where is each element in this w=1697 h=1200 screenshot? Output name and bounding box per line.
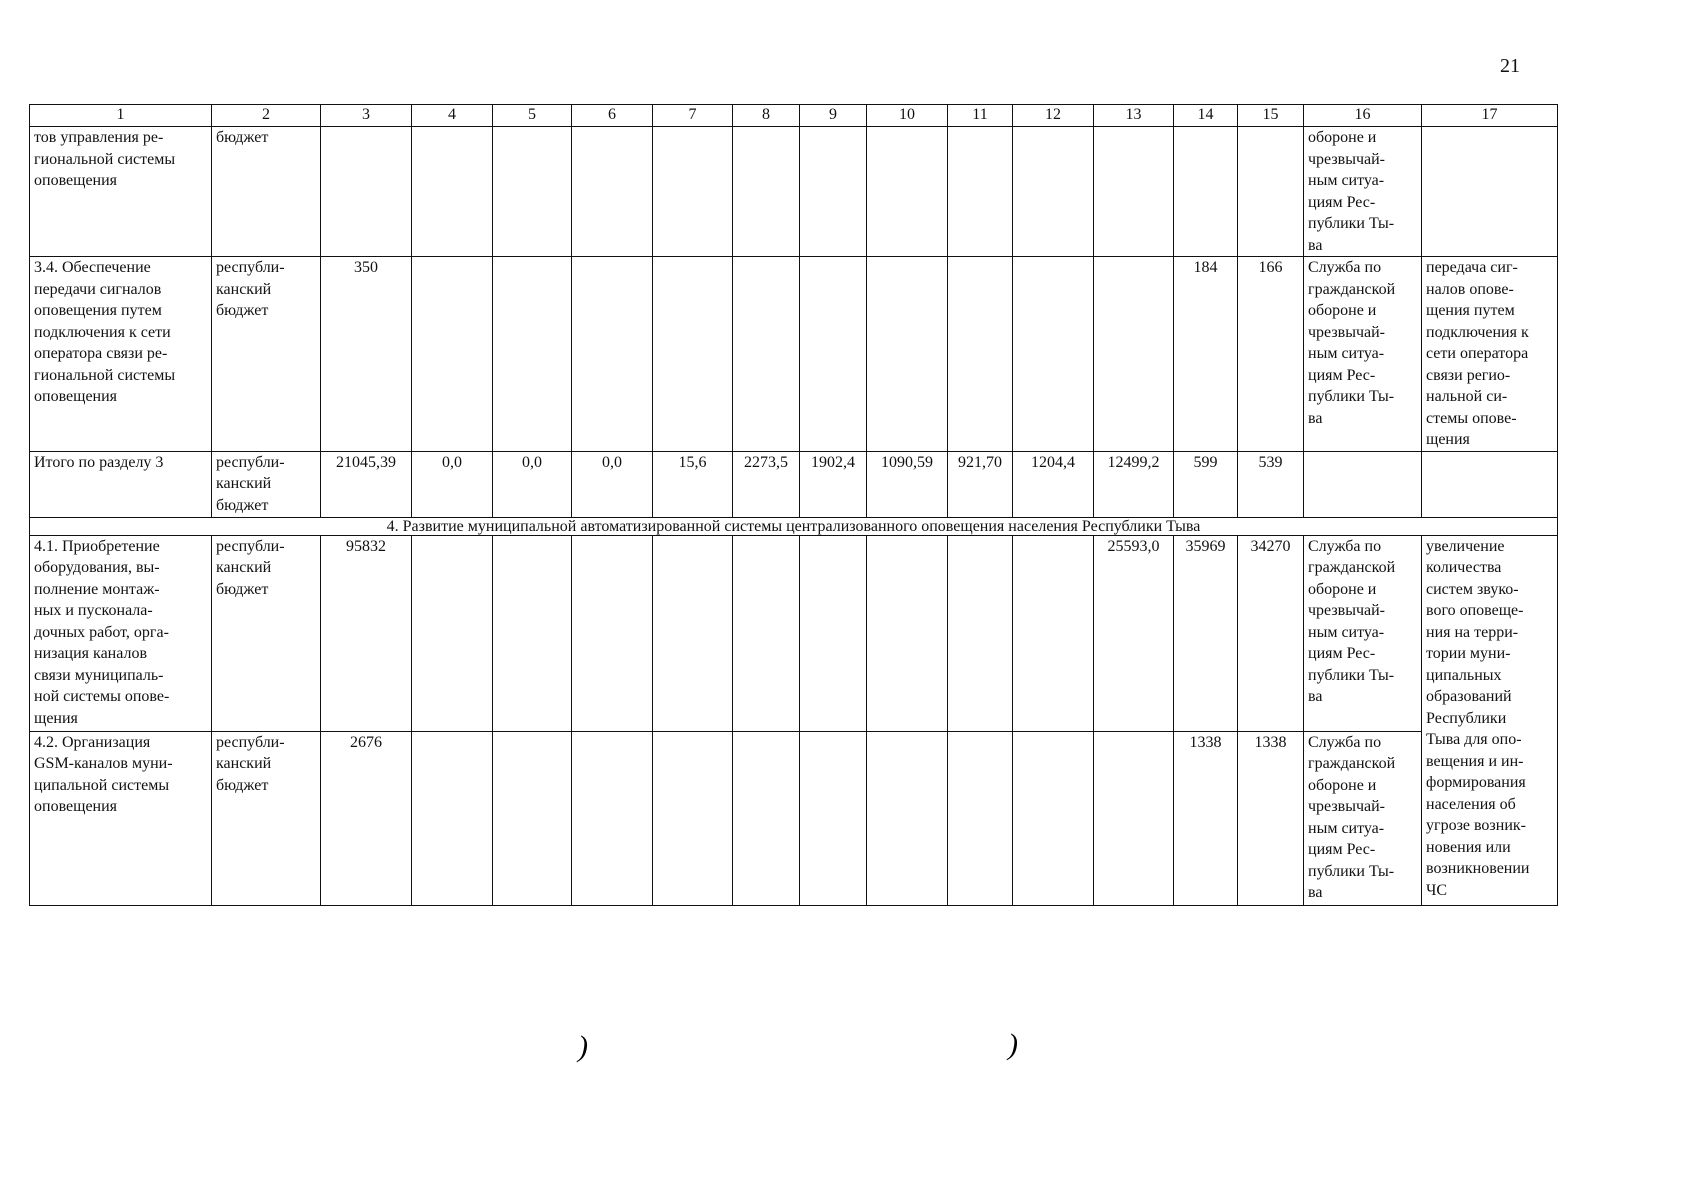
cell-year-6: 0,0 (572, 451, 653, 517)
page-number: 21 (1500, 55, 1520, 77)
cell-year-7: 15,6 (653, 451, 733, 517)
table-row (30, 127, 1558, 257)
cell-year-15: 34270 (1238, 535, 1304, 731)
cell-year-14: 599 (1174, 451, 1238, 517)
cell-executor: обороне и чрезвычай- ным ситуа- циям Рес- публики Ты- ва (1304, 127, 1422, 257)
cell-year-9: 1902,4 (800, 451, 867, 517)
table-row (30, 731, 1558, 905)
header-cell-7: 7 (653, 105, 733, 127)
pen-mark: ) (1008, 1028, 1018, 1061)
header-cell-17: 17 (1422, 105, 1558, 127)
cell-year-12: 1204,4 (1013, 451, 1094, 517)
cell-year-14: 1338 (1174, 731, 1238, 905)
cell-year-15: 166 (1238, 257, 1304, 452)
table-row (30, 535, 1558, 731)
table-row (30, 451, 1558, 517)
cell-year-14: 184 (1174, 257, 1238, 452)
table-row (30, 257, 1558, 452)
header-cell-9: 9 (800, 105, 867, 127)
cell-year-8: 2273,5 (733, 451, 800, 517)
header-cell-6: 6 (572, 105, 653, 127)
cell-funding-source: республи- канский бюджет (212, 451, 321, 517)
section-row (30, 517, 1558, 535)
section-title: 4. Развитие муниципальной автоматизированной системы централизованного оповещения населения Республики Тыва (30, 517, 1558, 535)
cell-year-15: 539 (1238, 451, 1304, 517)
cell-year-13: 25593,0 (1094, 535, 1174, 731)
header-cell-16: 16 (1304, 105, 1422, 127)
cell-year-10: 1090,59 (867, 451, 948, 517)
header-cell-5: 5 (493, 105, 572, 127)
cell-activity: тов управления ре- гиональной системы оповещения (30, 127, 212, 257)
cell-year-13: 12499,2 (1094, 451, 1174, 517)
cell-year-14: 35969 (1174, 535, 1238, 731)
header-cell-15: 15 (1238, 105, 1304, 127)
cell-total: 21045,39 (321, 451, 412, 517)
header-cell-12: 12 (1013, 105, 1094, 127)
cell-executor: Служба по гражданской обороне и чрезвычай- ным ситуа- циям Рес- публики Ты- ва (1304, 535, 1422, 731)
header-cell-14: 14 (1174, 105, 1238, 127)
cell-executor: Служба по гражданской обороне и чрезвычай- ным ситуа- циям Рес- публики Ты- ва (1304, 731, 1422, 905)
header-cell-11: 11 (948, 105, 1013, 127)
cell-result: увеличение количества систем звуко- вого оповеще- ния на терри- тории муни- ципальных образований Республики Тыва для опо- вещения и ин- формирования населения об угрозе возник- новения или возникновении ЧС (1422, 535, 1558, 905)
cell-funding-source: бюджет (212, 127, 321, 257)
cell-activity: 4.1. Приобретение оборудования, вы- полнение монтаж- ных и пусконала- дочных работ, орга- низация каналов связи муниципаль- ной системы опове- щения (30, 535, 212, 731)
cell-funding-source: республи- канский бюджет (212, 731, 321, 905)
budget-table (29, 104, 1558, 906)
header-cell-4: 4 (412, 105, 493, 127)
cell-executor: Служба по гражданской обороне и чрезвычай- ным ситуа- циям Рес- публики Ты- ва (1304, 257, 1422, 452)
header-cell-8: 8 (733, 105, 800, 127)
cell-year-15: 1338 (1238, 731, 1304, 905)
cell-total: 350 (321, 257, 412, 452)
cell-activity: Итого по разделу 3 (30, 451, 212, 517)
pen-mark: ) (578, 1030, 588, 1063)
header-row (30, 105, 1558, 127)
header-cell-10: 10 (867, 105, 948, 127)
cell-year-5: 0,0 (493, 451, 572, 517)
cell-total: 95832 (321, 535, 412, 731)
cell-activity: 4.2. Организация GSM-каналов муни- ципальной системы оповещения (30, 731, 212, 905)
cell-year-4: 0,0 (412, 451, 493, 517)
header-cell-1: 1 (30, 105, 212, 127)
cell-year-11: 921,70 (948, 451, 1013, 517)
cell-result: передача сиг- налов опове- щения путем подключения к сети оператора связи регио- нальной си- стемы опове- щения (1422, 257, 1558, 452)
cell-activity: 3.4. Обеспечение передачи сигналов оповещения путем подключения к сети оператора связи ре- гиональной системы оповещения (30, 257, 212, 452)
cell-funding-source: республи- канский бюджет (212, 535, 321, 731)
cell-total: 2676 (321, 731, 412, 905)
header-cell-2: 2 (212, 105, 321, 127)
header-cell-13: 13 (1094, 105, 1174, 127)
cell-funding-source: республи- канский бюджет (212, 257, 321, 452)
header-cell-3: 3 (321, 105, 412, 127)
